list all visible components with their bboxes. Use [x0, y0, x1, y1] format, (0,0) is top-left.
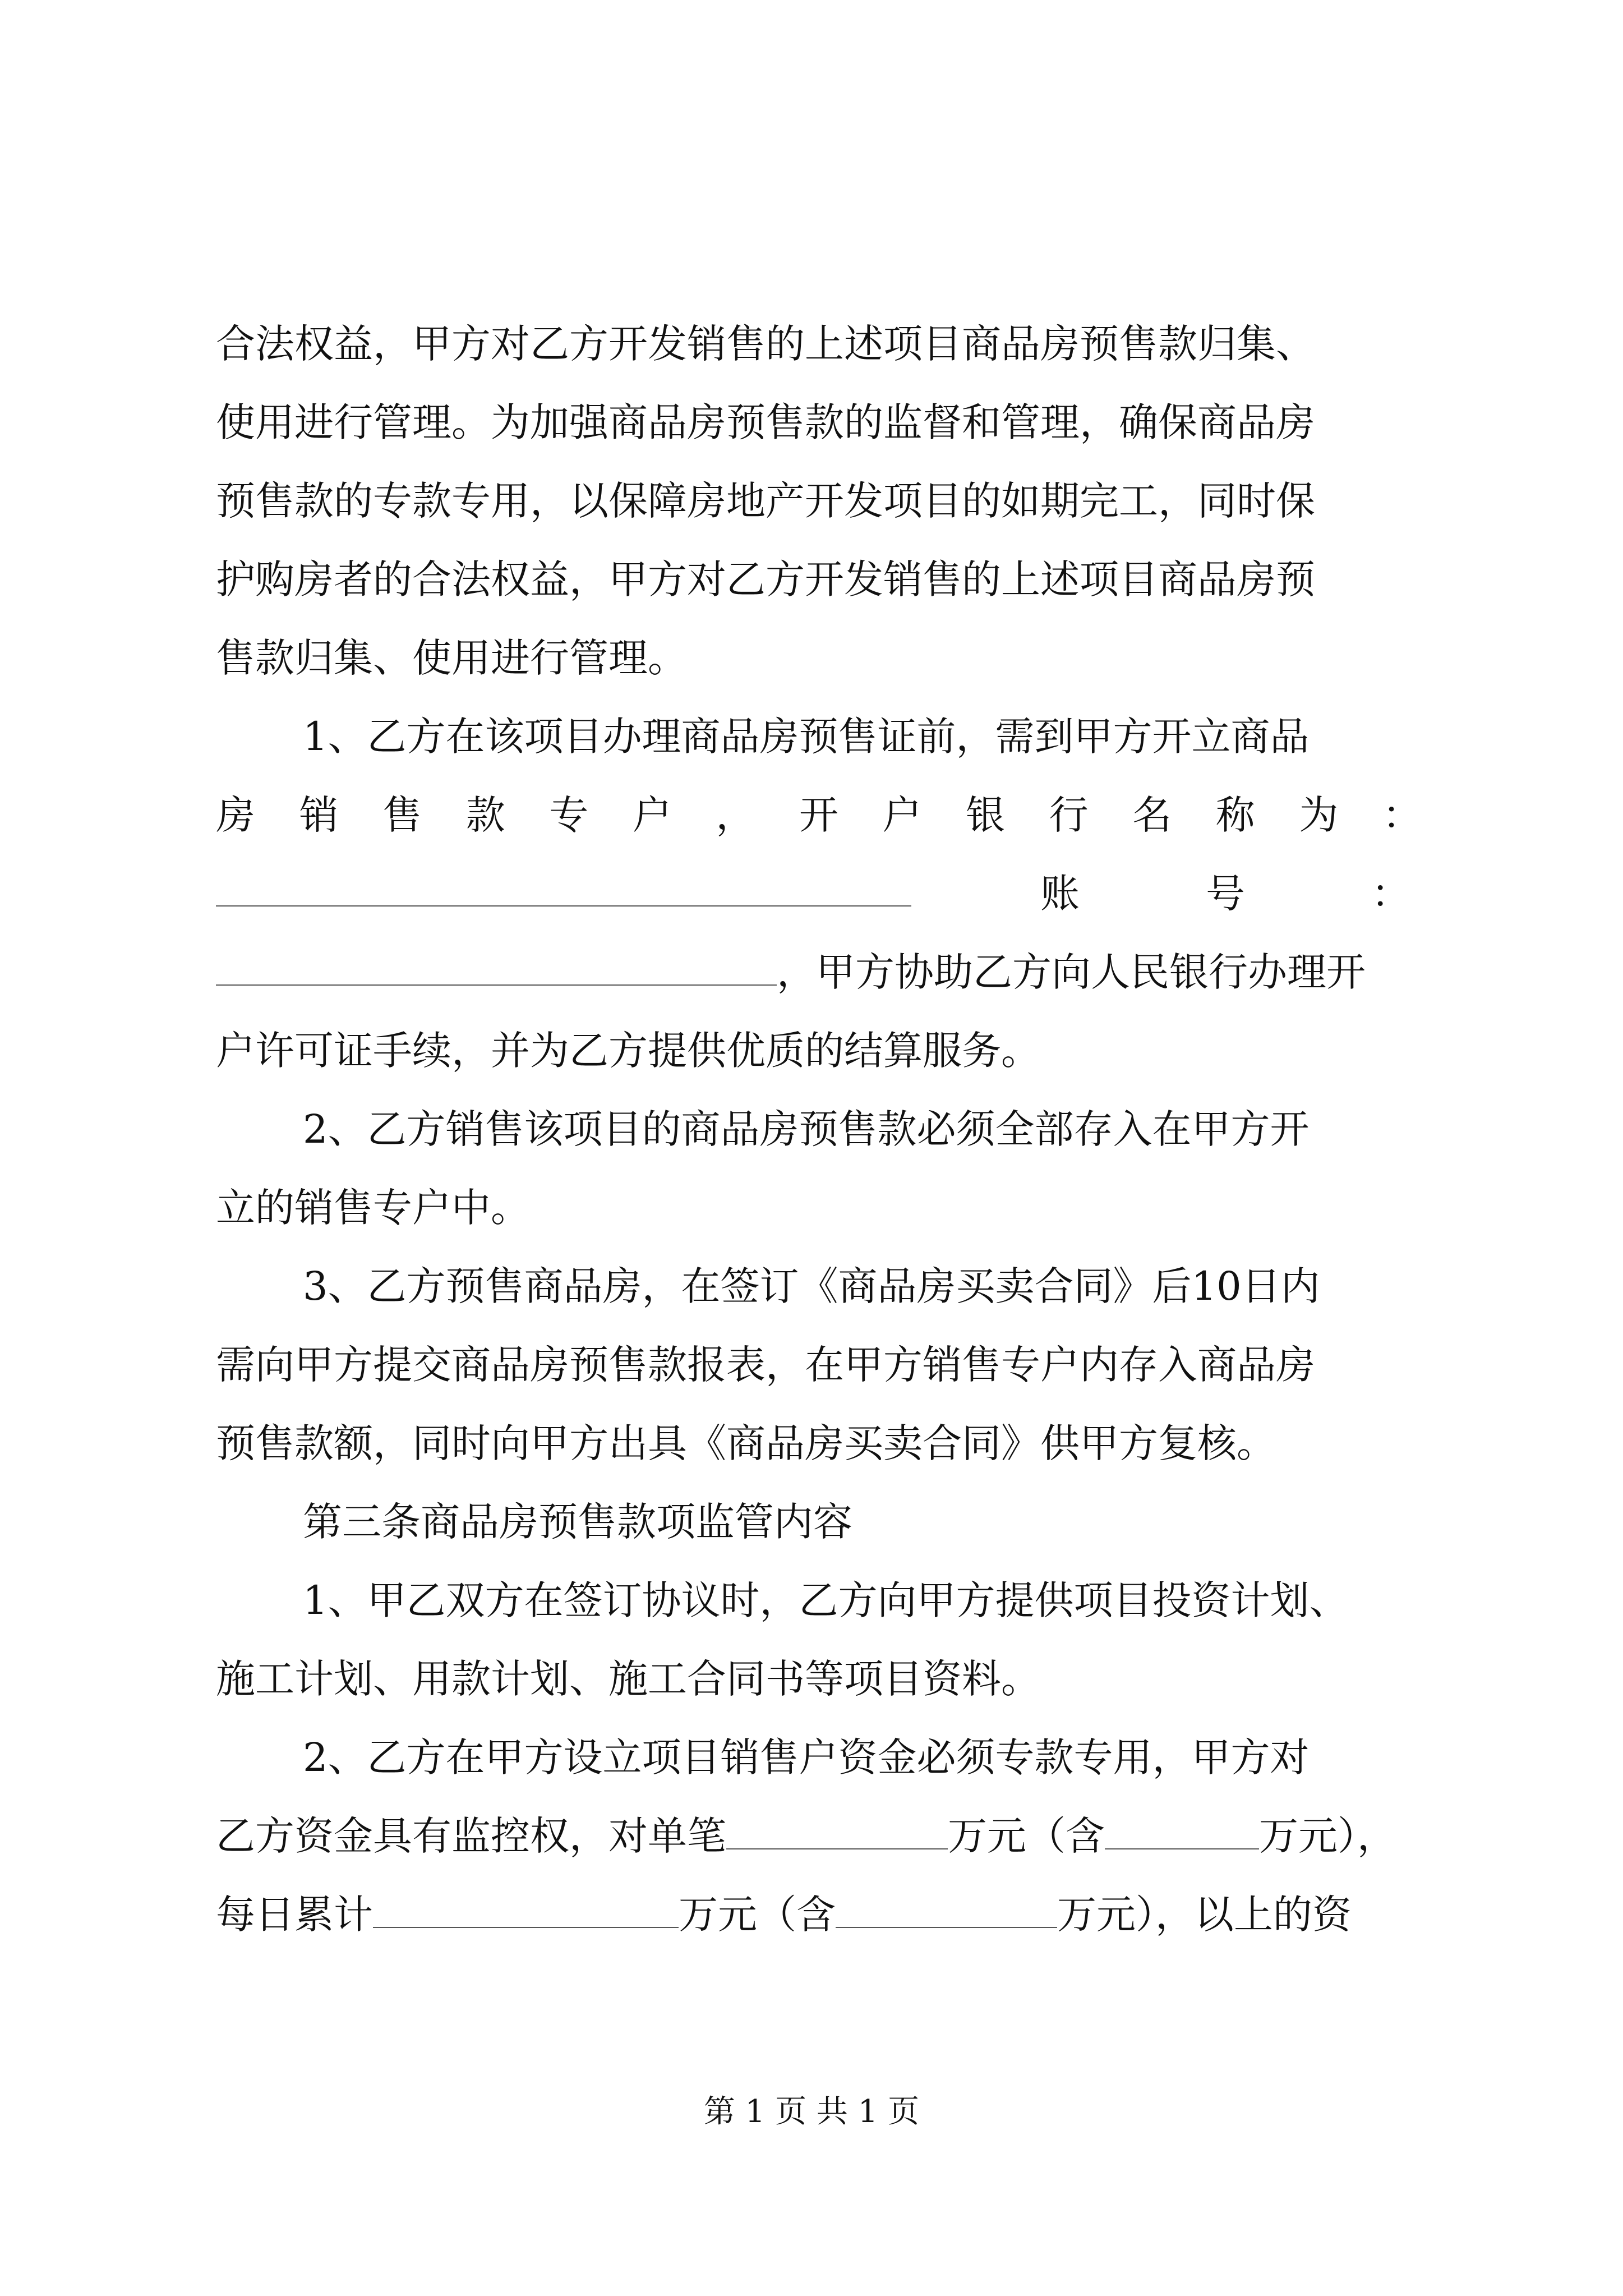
bank-name-blank [216, 868, 911, 907]
char: 售 [382, 792, 422, 838]
char: 称 [1215, 792, 1255, 838]
char: 名 [1132, 792, 1172, 838]
account-label-char: ： [1371, 871, 1410, 917]
text-line: 需向甲方提交商品房预售款报表，在甲方销售专户内存入商品房 [216, 1342, 1315, 1388]
text-line: 使用进行管理。为加强商品房预售款的监督和管理，确保商品房 [216, 399, 1315, 445]
text-segment: 万元（含 [679, 1892, 836, 1938]
text-line: 预售款的专款专用，以保障房地产开发项目的如期完工，同时保 [216, 478, 1315, 524]
text-line: 售款归集、使用进行管理。 [216, 635, 687, 681]
text-line: 护购房者的合法权益，甲方对乙方开发销售的上述项目商品房预 [216, 556, 1315, 602]
text-segment: 万元）， [1259, 1813, 1396, 1859]
char: 为 [1299, 792, 1339, 838]
text-line: 合法权益，甲方对乙方开发销售的上述项目商品房预售款归集、 [216, 321, 1315, 367]
text-segment: 万元），以上的资 [1057, 1892, 1352, 1938]
clause-1-line: 1、甲乙双方在签订协议时，乙方向甲方提供项目投资计划、 [303, 1577, 1349, 1623]
account-line [216, 868, 1422, 919]
char: 开 [799, 792, 838, 838]
clause-2-line: 2、乙方销售该项目的商品房预售款必须全部存入在甲方开 [303, 1106, 1310, 1152]
account-label-char: 账 [1040, 871, 1080, 917]
char: 行 [1049, 792, 1089, 838]
text-segment: 万元（含 [948, 1813, 1105, 1859]
text-line: 预售款额，同时向甲方出具《商品房买卖合同》供甲方复核。 [216, 1420, 1276, 1466]
char: 销 [299, 792, 339, 838]
char: 户 [882, 792, 922, 838]
text-line: 立的销售专户中。 [216, 1185, 530, 1231]
daily-line [216, 1889, 1422, 1940]
char: ， [716, 792, 755, 838]
clause-3-line: 3、乙方预售商品房，在签订《商品房买卖合同》后10日内 [303, 1263, 1320, 1309]
char: 银 [966, 792, 1006, 838]
char: 款 [465, 792, 505, 838]
text-segment: 乙方资金具有监控权，对单笔 [216, 1813, 726, 1859]
text-line: 户许可证手续，并为乙方提供优质的结算服务。 [216, 1028, 1040, 1074]
account-number-line [216, 947, 1422, 997]
page-footer: 第 1 页 共 1 页 [703, 2093, 920, 2130]
bank-name-line [216, 790, 1422, 840]
char: 房 [216, 792, 255, 838]
account-number-blank [216, 947, 777, 986]
daily-incl-blank [836, 1890, 1057, 1928]
char: 户 [632, 792, 672, 838]
char: ： [1382, 792, 1422, 838]
section-heading: 第三条商品房预售款项监管内容 [303, 1499, 852, 1545]
limit-line [216, 1811, 1422, 1861]
clause-1-line: 1、乙方在该项目办理商品房预售证前，需到甲方开立商品 [303, 714, 1310, 760]
account-label-char: 号 [1206, 871, 1245, 917]
clause-2-line: 2、乙方在甲方设立项目销售户资金必须专款专用，甲方对 [303, 1734, 1310, 1780]
daily-amount-blank [373, 1890, 679, 1928]
single-incl-blank [1105, 1811, 1259, 1849]
char: 专 [549, 792, 589, 838]
text-segment: ，甲方协助乙方向人民银行办理开 [777, 949, 1366, 995]
text-line: 施工计划、用款计划、施工合同书等项目资料。 [216, 1656, 1040, 1702]
text-segment: 每日累计 [216, 1892, 373, 1938]
single-amount-blank [726, 1811, 948, 1849]
